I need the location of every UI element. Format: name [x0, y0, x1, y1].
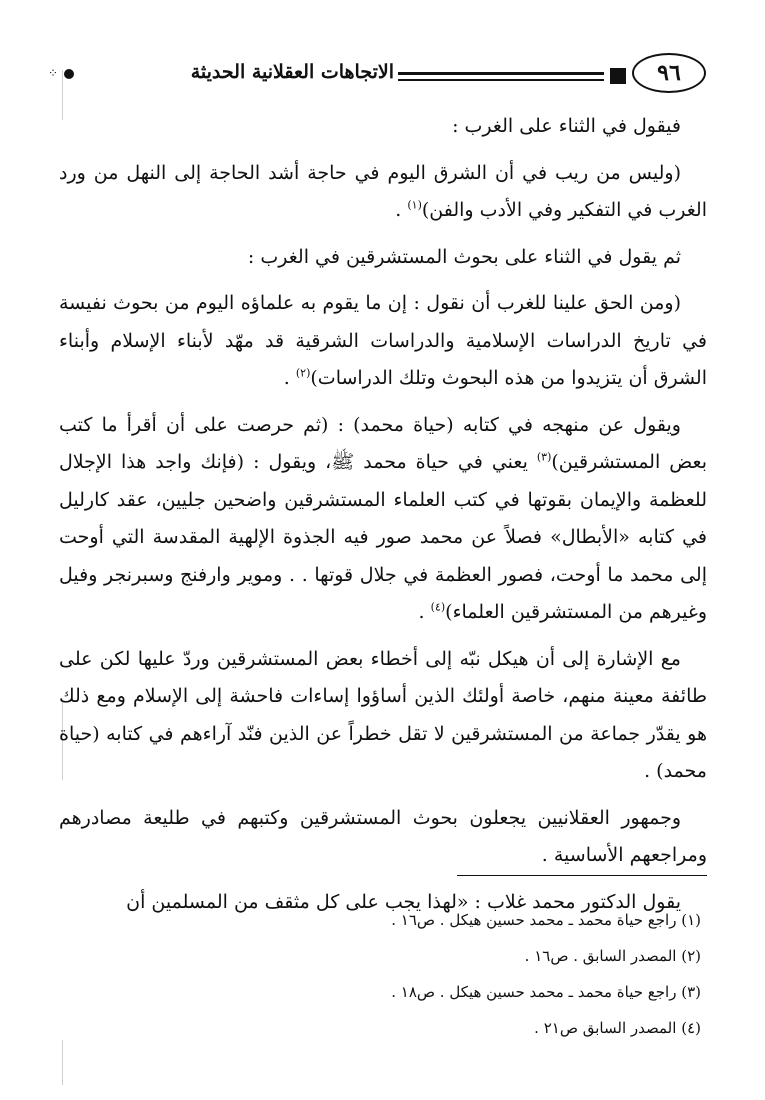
paragraph: ويقول عن منهجه في كتابه (حياة محمد) : (ثم حرصت على أن أقرأ ما كتب بعض المستشرقين)$^{(٣)}$ يعني في حياة محمد ﷺ، ويقول : (فإنك واجد هذا الإجلال للعظمة والإيمان بقوتها في كتب العلماء المستشرقين واضحين جليين، عقد كارليل في كتابه «الأبطال» فصلاً عن محمد صور فيه الجذوة الإلهية المقدسة التي أوحت إلى محمد ما أوحت، فصور العظمة في جلال قوتها . . وموير وارفنج وسبرنجر وفيل وغيرهم من المستشرقين العلماء)$^{(٤)}$ . [59, 413, 707, 623]
footnote-ref: (٣) [536, 450, 552, 464]
footnote-ref: (٤) [430, 600, 446, 614]
paragraph: ثم يقول في الثناء على بحوث المستشرقين في الغرب : [247, 245, 681, 268]
page-header [48, 52, 706, 100]
paragraph: وجمهور العقلانيين يجعلون بحوث المستشرقين وكتبهم في طليعة مصادرهم ومراجعهم الأساسية . [59, 806, 707, 866]
footnotes [59, 902, 707, 1046]
paragraph: مع الإشارة إلى أن هيكل نبّه إلى أخطاء بعض المستشرقين وردّ عليها لكن على طائفة معينة منهم، خاصة أولئك الذين أساؤوا إساءات فاحشة إلى الإسلام ومع ذلك هو يقدّر جماعة من المستشرقين لا تقل خطراً عن الذين فنّد آراءهم في كتابه (حياة محمد) . [59, 647, 707, 782]
header-bullet-ornament [64, 69, 74, 79]
footnote-separator [457, 875, 707, 876]
running-title: الاتجاهات العقلانية الحديثة [190, 61, 394, 83]
header-square-ornament [610, 68, 626, 84]
header-rule [398, 72, 604, 75]
footnote-ref: (١) [407, 198, 422, 212]
paragraph: يقول الدكتور محمد غلاب : «لهذا يجب على كل مثقف من المسلمين أن [126, 890, 681, 913]
paragraph: (وليس من ريب في أن الشرق اليوم في حاجة أشد الحاجة إلى النهل من ورد الغرب في التفكير وفي الأدب والفن)$^{(١)}$ . [59, 161, 707, 221]
paragraph: (ومن الحق علينا للغرب أن نقول : إن ما يقوم به علماؤه اليوم من بحوث نفيسة في تاريخ الدراسات الإسلامية والدراسات الشرقية قد مهّد لأبناء الإسلام وأبناء الشرق أن يتزيدوا من هذه البحوث وتلك الدراسات)$^{(٢)}$ . [59, 292, 707, 389]
footnote-ref: (٢) [295, 366, 311, 380]
footnote: (٢) المصدر السابق . ص١٦ . [524, 947, 701, 965]
footnote: (٤) المصدر السابق ص٢١ . [534, 1019, 701, 1037]
page-number: ٩٦ [632, 53, 706, 93]
footnote: (١) راجع حياة محمد ـ محمد حسين هيكل . ص١٦ . [391, 911, 701, 929]
footnote: (٣) راجع حياة محمد ـ محمد حسين هيكل . ص١٨ . [391, 983, 701, 1001]
main-text [59, 108, 707, 930]
paragraph: فيقول في الثناء على الغرب : [452, 115, 681, 137]
header-dots-ornament: ⁘ [48, 66, 60, 80]
scan-margin-mark [62, 1040, 63, 1085]
header-rule-thin [398, 79, 604, 81]
